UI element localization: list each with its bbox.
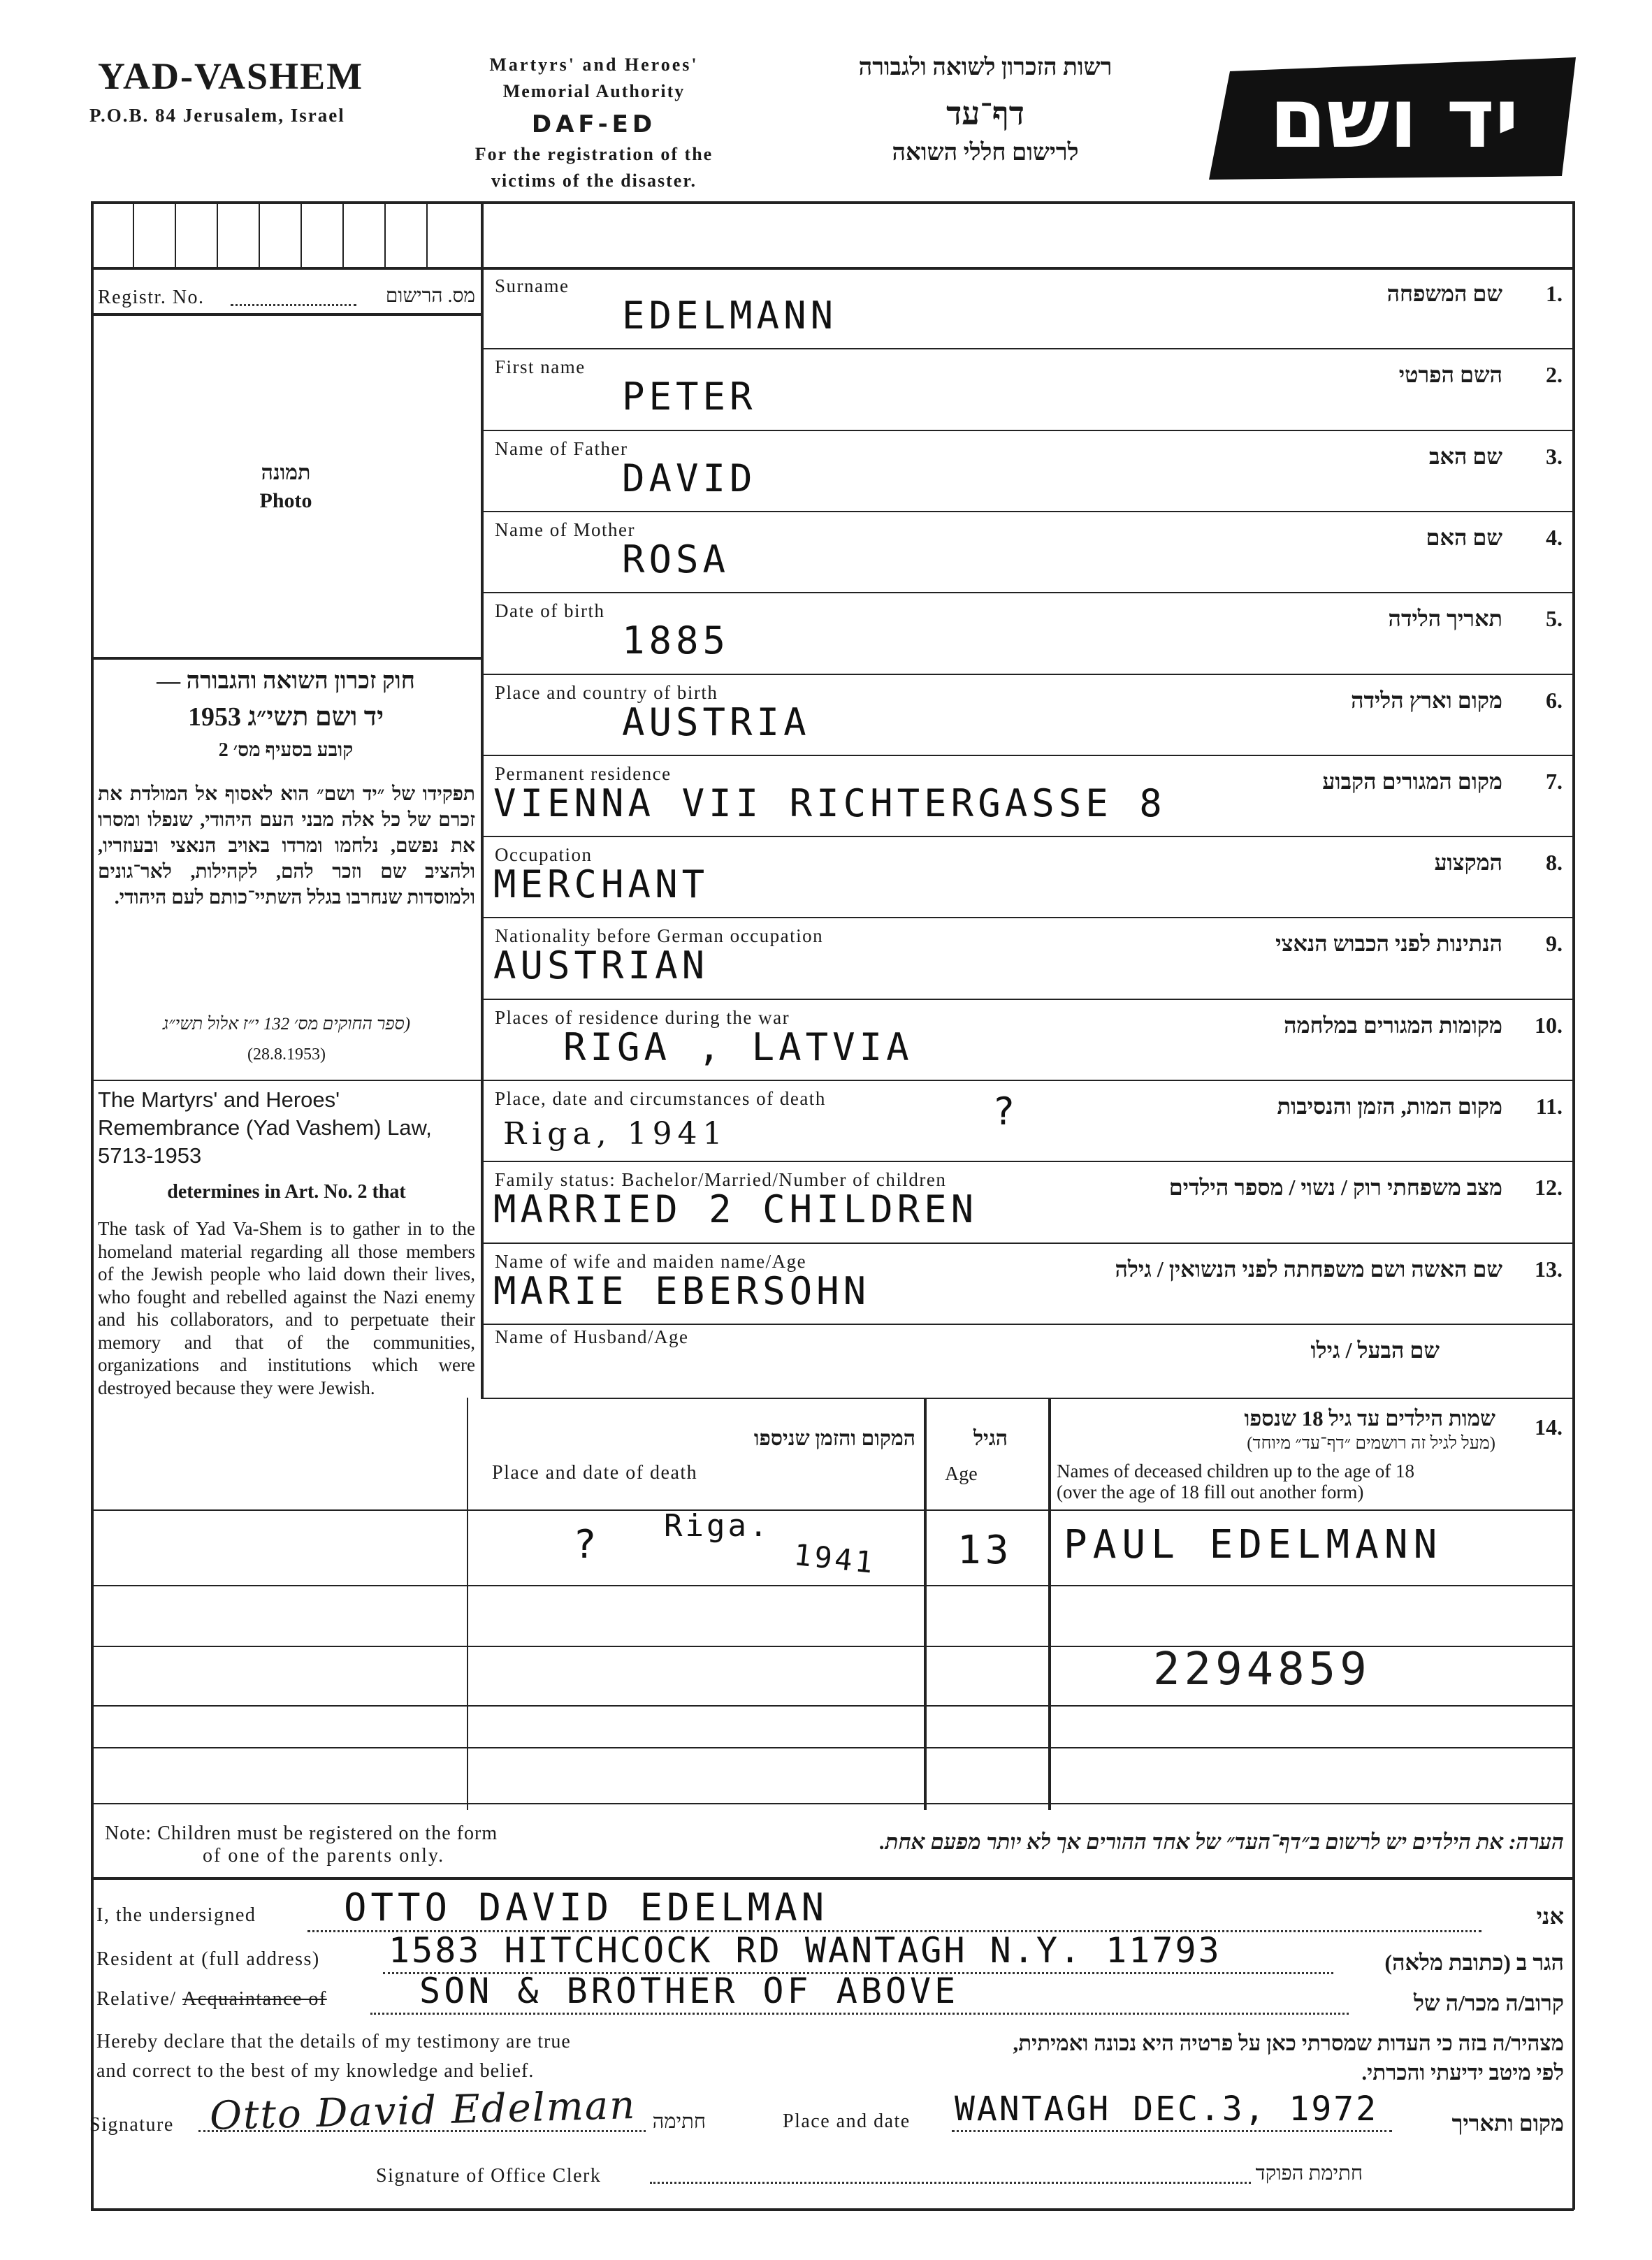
registr-label: Registr. No. — [98, 287, 205, 308]
field-value: EDELMANN — [622, 294, 838, 338]
field-label: Permanent residence — [495, 763, 672, 784]
field-label: First name — [495, 356, 586, 377]
org-name: YAD-VASHEM — [98, 55, 364, 97]
children-row-line — [91, 1803, 1574, 1804]
law-en-determines: determines in Art. No. 2 that — [167, 1181, 406, 1203]
law-heb-name: יד ושם תשי״ג 1953 — [187, 702, 384, 732]
field-row-line — [481, 999, 1574, 1000]
clerk-heb: חתימת הפוקד — [1255, 2162, 1363, 2185]
field-row-line — [481, 1161, 1574, 1162]
registr-box-divider — [426, 201, 428, 267]
field-number: 12. — [1535, 1175, 1563, 1200]
stamp-number: 2294859 — [1153, 1644, 1371, 1695]
field-row-line — [481, 1324, 1574, 1325]
declare-line2: and correct to the best of my knowledge and belief. — [96, 2060, 535, 2082]
children-names-label: Names of deceased children up to the age of 18 — [1057, 1461, 1415, 1482]
field-heb-label: מקום וארץ הלידה — [1351, 688, 1502, 713]
frame-top — [91, 201, 1574, 204]
frame-right — [1572, 201, 1575, 2210]
left-column-divider — [481, 201, 484, 1398]
field-row-line — [481, 430, 1574, 431]
law-heb-body: תפקידו של ״יד ושם״ הוא לאסוף אל המולדת את זכרם של כל אלה מבני העם היהודי, שנפלו ומסרו את נפשם, נלחמו ומרדו באויב הנאצי ובעוזריו, ולהציב שם וזכר להם, לקהילות, לאר־גונים ולמוסדות שנחרבו בגלל השתיי־כותם לעם היהודי. — [98, 783, 475, 908]
field-label: Name of Mother — [495, 519, 635, 540]
field-number: 7. — [1546, 769, 1563, 794]
field-heb-label: המקצוע — [1434, 850, 1502, 875]
field-number: 11. — [1535, 1094, 1563, 1119]
children-row-line — [91, 1747, 1574, 1748]
field-row-line — [481, 267, 1574, 270]
field-extra-mark: ? — [992, 1089, 1020, 1133]
field-value: Riga, 1941 — [503, 1116, 728, 1152]
field-heb-label: מקום המות, הזמן והנסיבות — [1277, 1094, 1502, 1119]
field-number: 8. — [1546, 850, 1563, 875]
logo-text: יד ושם — [1269, 70, 1519, 166]
registr-row-bottom — [91, 267, 481, 270]
field-row-line — [481, 348, 1574, 349]
place-heb: המקום והזמן שניספו — [753, 1427, 915, 1450]
law-en-body: The task of Yad Va-Shem is to gather in to the homeland material regarding all those members of the Jewish people who laid down their lives, who fought and rebelled against the Nazi enemy and his collaborators, and to perpetuate their memory and that of the communities, organizations and institutions which were destroyed because they were Jewish. — [98, 1218, 475, 1398]
photo-heb: תמונה — [261, 461, 311, 484]
field-number: 4. — [1546, 525, 1563, 550]
field-label: Occupation — [495, 844, 593, 865]
children-num: 14. — [1535, 1414, 1563, 1440]
field-value: ROSA — [622, 537, 730, 581]
frame-bottom — [91, 2208, 1574, 2211]
field-label: Nationality before German occupation — [495, 925, 824, 946]
registr-box-divider — [342, 201, 344, 267]
field-number: 5. — [1546, 606, 1563, 631]
signature-label: Signature — [89, 2114, 174, 2136]
field-number: 9. — [1546, 931, 1563, 956]
children-heb-note: (מעל לגיל זה רושמים ״דף־עד״ מיוחד) — [1247, 1434, 1495, 1453]
heb-purpose: לרישום חללי השואה — [892, 140, 1079, 166]
field-label: Surname — [495, 275, 570, 296]
children-header-bottom — [91, 1509, 1574, 1511]
child-place-value: Riga. — [664, 1508, 771, 1544]
husband-row-bottom — [481, 1398, 1574, 1399]
note-heb: הערה: את הילדים יש לרשום ב״דף־העד״ של אחד ההורים אך לא יותר מפעם אחת. — [879, 1830, 1564, 1854]
place-date-heb: מקום ותאריך — [1451, 2110, 1564, 2136]
field-label: Place and country of birth — [495, 682, 718, 703]
note-en-line1: Note: Children must be registered on the form — [105, 1823, 498, 1844]
undersigned-heb: אני — [1536, 1904, 1564, 1929]
yad-vashem-logo — [1209, 57, 1579, 180]
declare-heb1: מצהיר/ה בזה כי העדות שמסרתי כאן על פרטיה היא נכונה ואמיתית, — [1013, 2031, 1564, 2055]
law-heb-source: (ספר החוקים מס׳ 132 י״ז אלול תשי״ג — [162, 1015, 411, 1034]
child-place-question: ? — [573, 1522, 601, 1567]
registr-box-divider — [259, 201, 260, 267]
registr-box-divider — [217, 201, 218, 267]
field-heb-label: מקומות המגורים במלחמה — [1284, 1013, 1502, 1038]
children-heb-title: שמות הילדים עד גיל 18 שנספו — [1244, 1406, 1495, 1430]
law-en-title: The Martyrs' and Heroes' Remembrance (Yad Vashem) Law, 5713-1953 — [98, 1087, 432, 1168]
field-label: Place, date and circumstances of death — [495, 1088, 826, 1109]
field-label: Name of Father — [495, 438, 628, 459]
field-row-line — [481, 1080, 1574, 1081]
field-heb-label: שם המשפחה — [1386, 281, 1502, 306]
registr-box-divider — [175, 201, 176, 267]
field-value: DAVID — [622, 456, 757, 500]
age-label: Age — [945, 1463, 978, 1485]
field-row-line — [481, 917, 1574, 918]
place-date-value: WANTAGH DEC.3, 1972 — [955, 2089, 1379, 2129]
field-heb-label: מקום המגורים הקבוע — [1322, 769, 1502, 794]
heb-form-name: דף־עד — [946, 96, 1024, 131]
clerk-label: Signature of Office Clerk — [376, 2165, 602, 2187]
signature-value: Otto David Edelman — [209, 2082, 637, 2139]
field-row-line — [481, 755, 1574, 756]
husband-heb: שם הבעל / גילו — [1310, 1338, 1440, 1363]
undersigned-value: OTTO DAVID EDELMAN — [344, 1885, 829, 1929]
place-date-dots — [952, 2130, 1392, 2132]
field-number: 3. — [1546, 444, 1563, 469]
field-heb-label: שם האשה ושם משפחתה לפני הנשואין / גילה — [1115, 1256, 1502, 1282]
child-year-value: 1941 — [792, 1537, 878, 1580]
child-age-value: 13 — [957, 1528, 1013, 1573]
registr-heb: מס. הרישום — [385, 285, 475, 307]
field-number: 10. — [1535, 1013, 1563, 1038]
field-value: RIGA , LATVIA — [563, 1025, 913, 1069]
relative-label-a: Relative/ — [96, 1988, 177, 2010]
relative-dots — [370, 2013, 1349, 2015]
declare-line1: Hereby declare that the details of my testimony are true — [96, 2031, 571, 2052]
field-value: MERCHANT — [493, 862, 709, 906]
field-number: 1. — [1546, 281, 1563, 306]
field-label: Date of birth — [495, 600, 605, 621]
purpose-line1: For the registration of the — [474, 144, 713, 164]
law-separator — [91, 1080, 481, 1081]
place-date-label: Place and date — [783, 2110, 911, 2132]
husband-label: Name of Husband/Age — [495, 1326, 689, 1347]
resident-label: Resident at (full address) — [96, 1948, 320, 1970]
field-row-line — [481, 1243, 1574, 1244]
purpose-line2: victims of the disaster. — [491, 171, 697, 191]
field-value: 1885 — [622, 618, 730, 662]
children-row-line — [91, 1705, 1574, 1707]
law-heb-article: קובע בסעיף מס׳ 2 — [218, 739, 354, 761]
field-value: MARRIED 2 CHILDREN — [493, 1187, 978, 1231]
authority-line1: Martyrs' and Heroes' — [489, 55, 699, 75]
field-row-line — [481, 674, 1574, 675]
field-number: 13. — [1535, 1256, 1563, 1282]
registr-box-divider — [384, 201, 386, 267]
note-en-line2: of one of the parents only. — [203, 1845, 445, 1867]
resident-heb: הגר ב (כתובת מלאה) — [1384, 1950, 1564, 1975]
field-value: VIENNA VII RICHTERGASSE 8 — [493, 781, 1166, 825]
age-heb: הגיל — [973, 1427, 1008, 1450]
heb-authority: רשות הזכרון לשואה ולגבורה — [858, 55, 1113, 80]
field-label: Family status: Bachelor/Married/Number of children — [495, 1169, 947, 1190]
field-label: Name of wife and maiden name/Age — [495, 1251, 807, 1272]
relative-label-b: Acquaintance of — [182, 1988, 327, 2010]
field-heb-label: מצב משפחתי רוק / נשוי / מספר הילדים — [1168, 1175, 1502, 1200]
signature-heb: חתימה — [652, 2110, 706, 2133]
authority-line2: Memorial Authority — [502, 81, 686, 101]
relative-heb: קרוב/ה מכר/ה של — [1414, 1990, 1564, 2015]
relative-value: SON & BROTHER OF ABOVE — [419, 1971, 959, 2011]
field-heb-label: השם הפרטי — [1398, 362, 1502, 387]
law-heb-title: חוק זכרון השואה והגבורה — — [157, 668, 415, 694]
field-label: Places of residence during the war — [495, 1007, 790, 1028]
field-value: MARIE EBERSOHN — [493, 1269, 871, 1313]
field-heb-label: תאריך הלידה — [1388, 606, 1502, 631]
field-value: PETER — [622, 375, 757, 419]
resident-value: 1583 HITCHCOCK RD WANTAGH N.Y. 11793 — [389, 1930, 1222, 1971]
place-label: Place and date of death — [492, 1462, 698, 1484]
note-bottom-line — [91, 1877, 1574, 1880]
registr-box-divider — [133, 201, 134, 267]
children-row-line — [91, 1585, 1574, 1586]
form-name: DAF-ED — [531, 110, 657, 138]
declare-heb2: לפי מיטב ידיעתי והכרתי. — [1361, 2060, 1564, 2085]
field-heb-label: הנתינות לפני הכבוש הנאצי — [1275, 931, 1502, 956]
law-date: (28.8.1953) — [247, 1045, 326, 1064]
field-value: AUSTRIA — [622, 700, 811, 744]
undersigned-label: I, the undersigned — [96, 1904, 256, 1926]
photo-label: Photo — [259, 489, 312, 512]
child-name-value: PAUL EDELMANN — [1064, 1522, 1443, 1567]
field-row-line — [481, 836, 1574, 837]
field-heb-label: שם האב — [1429, 444, 1502, 469]
registr-row-line — [91, 313, 481, 316]
registr-box-divider — [300, 201, 302, 267]
org-address: P.O.B. 84 Jerusalem, Israel — [89, 105, 345, 126]
field-heb-label: שם האם — [1426, 525, 1502, 550]
field-row-line — [481, 592, 1574, 593]
children-names-note: (over the age of 18 fill out another form) — [1057, 1482, 1364, 1502]
field-number: 6. — [1546, 688, 1563, 713]
photo-bottom-line — [91, 657, 481, 660]
field-value: AUSTRIAN — [493, 943, 709, 987]
field-row-line — [481, 511, 1574, 512]
field-number: 2. — [1546, 362, 1563, 387]
